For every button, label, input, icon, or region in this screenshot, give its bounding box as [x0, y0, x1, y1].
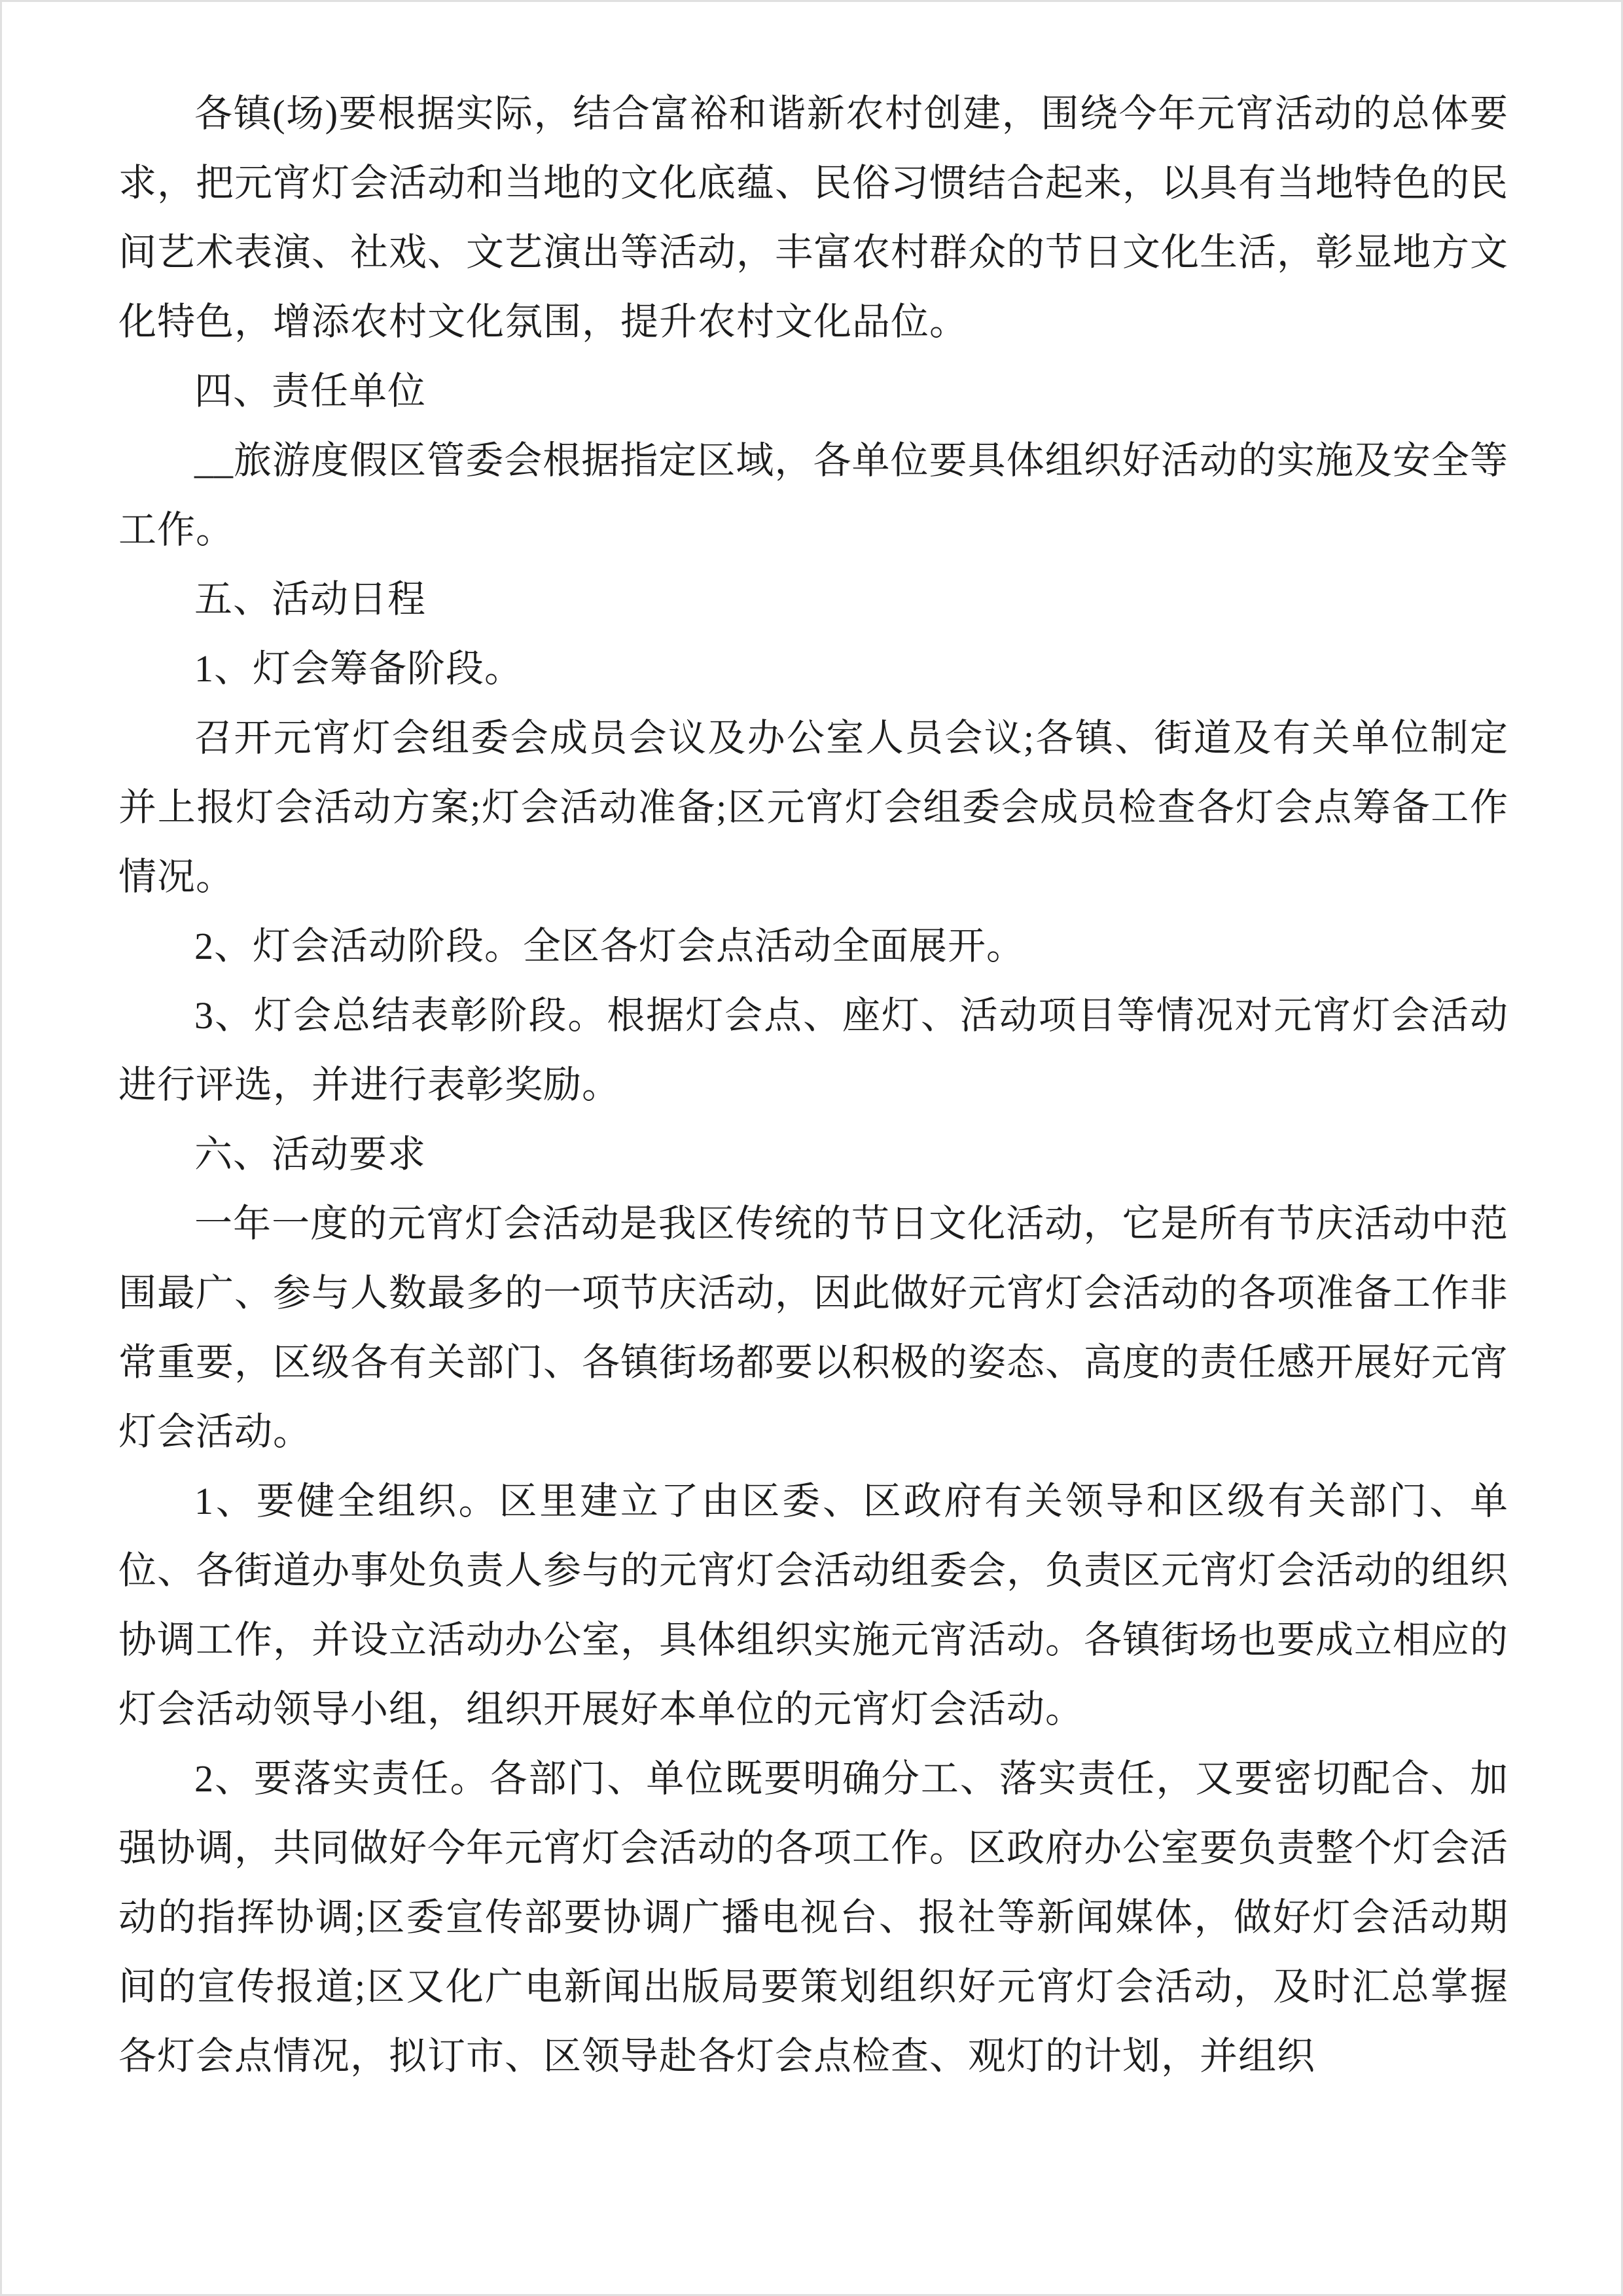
paragraph-requirement-2-responsibility: 2、要落实责任。各部门、单位既要明确分工、落实责任，又要密切配合、加强协调，共同做好今年元宵灯会活动的各项工作。区政府办公室要负责整个灯会活动的指挥协调;区委宣传部要协调广播电视台、报社等新闻媒体，做好灯会活动期间的宣传报道;区又化广电新闻出版局要策划组织好元宵灯会活动，及时汇总掌握各灯会点情况，拟订市、区领导赴各灯会点检查、观灯的计划，并组织	[118, 1757, 1509, 2077]
paragraph-stage-1-title: 1、灯会筹备阶段。	[194, 647, 524, 690]
paragraph-resort-committee: __旅游度假区管委会根据指定区域，各单位要具体组织好活动的实施及安全等工作。	[118, 439, 1508, 551]
paragraph-annual-event-importance: 一年一度的元宵灯会活动是我区传统的节日文化活动，它是所有节庆活动中范围最广、参与人数最多的一项节庆活动，因此做好元宵灯会活动的各项准备工作非常重要，区级各有关部门、各镇街场都要以积极的姿态、高度的责任感开展好元宵灯会活动。	[118, 1202, 1509, 1453]
paragraph-towns-requirement: 各镇(场)要根据实际，结合富裕和谐新农村创建，围绕今年元宵活动的总体要求，把元宵灯会活动和当地的文化底蕴、民俗习惯结合起来，以具有当地特色的民间艺术表演、社戏、文艺演出等活动，丰富农村群众的节日文化生活，彰显地方文化特色，增添农村文化氛围，提升农村文化品位。	[118, 92, 1509, 343]
document-body	[118, 79, 1508, 2229]
paragraph-stage-3: 3、灯会总结表彰阶段。根据灯会点、座灯、活动项目等情况对元宵灯会活动进行评选，并进行表彰奖励。	[118, 994, 1508, 1106]
paragraph-requirement-1-organization: 1、要健全组织。区里建立了由区委、区政府有关领导和区级有关部门、单位、各街道办事处负责人参与的元宵灯会活动组委会，负责区元宵灯会活动的组织协调工作，并设立活动办公室，具体组织实施元宵活动。各镇街场也要成立相应的灯会活动领导小组，组织开展好本单位的元宵灯会活动。	[118, 1480, 1509, 1731]
heading-section-6-activity-requirements: 六、活动要求	[194, 1133, 427, 1175]
heading-section-5-activity-schedule: 五、活动日程	[194, 578, 427, 620]
heading-section-4-responsible-units: 四、责任单位	[194, 370, 427, 412]
paragraph-stage-2: 2、灯会活动阶段。全区各灯会点活动全面展开。	[194, 925, 1026, 967]
paragraph-stage-1-detail: 召开元宵灯会组委会成员会议及办公室人员会议;各镇、街道及有关单位制定并上报灯会活动方案;灯会活动准备;区元宵灯会组委会成员检查各灯会点筹备工作情况。	[118, 717, 1508, 898]
